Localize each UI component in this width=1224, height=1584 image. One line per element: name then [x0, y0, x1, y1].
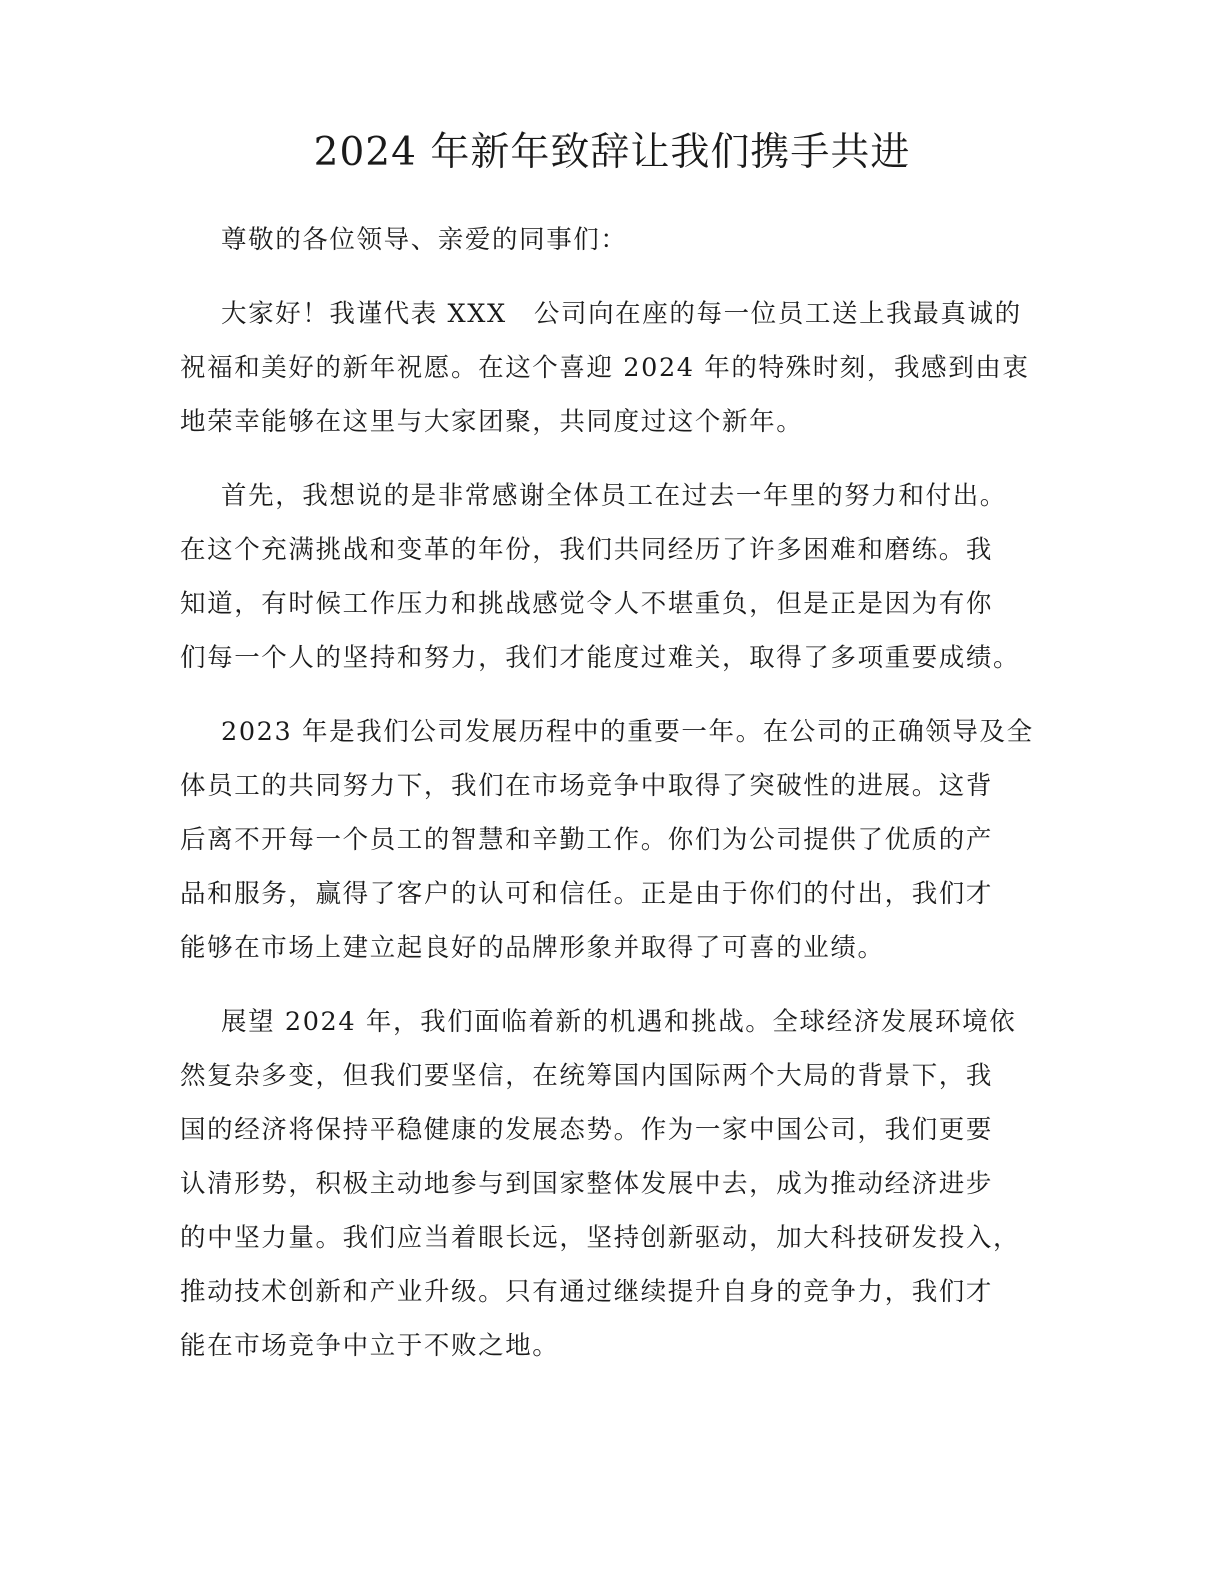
paragraph-2-line-2: 在这个充满挑战和变革的年份，我们共同经历了许多困难和磨练。我: [180, 535, 994, 565]
paragraph-3-line-1: 2023 年是我们公司发展历程中的重要一年。在公司的正确领导及全: [221, 717, 1034, 747]
paragraph-2-line-3: 知道，有时候工作压力和挑战感觉令人不堪重负，但是正是因为有你: [180, 589, 994, 619]
paragraph-4-line-1: 展望 2024 年，我们面临着新的机遇和挑战。全球经济发展环境依: [221, 1007, 1017, 1037]
paragraph-4-line-5: 的中坚力量。我们应当着眼长远，坚持创新驱动，加大科技研发投入，: [180, 1223, 1021, 1253]
document-title: 2024 年新年致辞让我们携手共进: [313, 130, 911, 175]
paragraph-2-line-1: 首先，我想说的是非常感谢全体员工在过去一年里的努力和付出。: [221, 481, 1007, 511]
paragraph-1-line-1: 大家好！我谨代表 XXX 公司向在座的每一位员工送上我最真诚的: [221, 299, 1022, 329]
paragraph-3-line-2: 体员工的共同努力下，我们在市场竞争中取得了突破性的进展。这背: [180, 771, 994, 801]
paragraph-4-line-4: 认清形势，积极主动地参与到国家整体发展中去，成为推动经济进步: [180, 1169, 994, 1199]
paragraph-4-line-7: 能在市场竞争中立于不败之地。: [180, 1331, 560, 1361]
paragraph-4-line-6: 推动技术创新和产业升级。只有通过继续提升自身的竞争力，我们才: [180, 1277, 994, 1307]
paragraph-4-line-2: 然复杂多变，但我们要坚信，在统筹国内国际两个大局的背景下，我: [180, 1061, 994, 1091]
paragraph-3-line-3: 后离不开每一个员工的智慧和辛勤工作。你们为公司提供了优质的产: [180, 825, 994, 855]
paragraph-4-line-3: 国的经济将保持平稳健康的发展态势。作为一家中国公司，我们更要: [180, 1115, 994, 1145]
salutation-line: 尊敬的各位领导、亲爱的同事们：: [221, 225, 628, 255]
paragraph-2-line-4: 们每一个人的坚持和努力，我们才能度过难关，取得了多项重要成绩。: [180, 643, 1021, 673]
paragraph-1-line-3: 地荣幸能够在这里与大家团聚，共同度过这个新年。: [180, 407, 804, 437]
paragraph-1-line-2: 祝福和美好的新年祝愿。在这个喜迎 2024 年的特殊时刻，我感到由衷: [180, 353, 1030, 383]
paragraph-3-line-4: 品和服务，赢得了客户的认可和信任。正是由于你们的付出，我们才: [180, 879, 994, 909]
paragraph-3-line-5: 能够在市场上建立起良好的品牌形象并取得了可喜的业绩。: [180, 933, 885, 963]
